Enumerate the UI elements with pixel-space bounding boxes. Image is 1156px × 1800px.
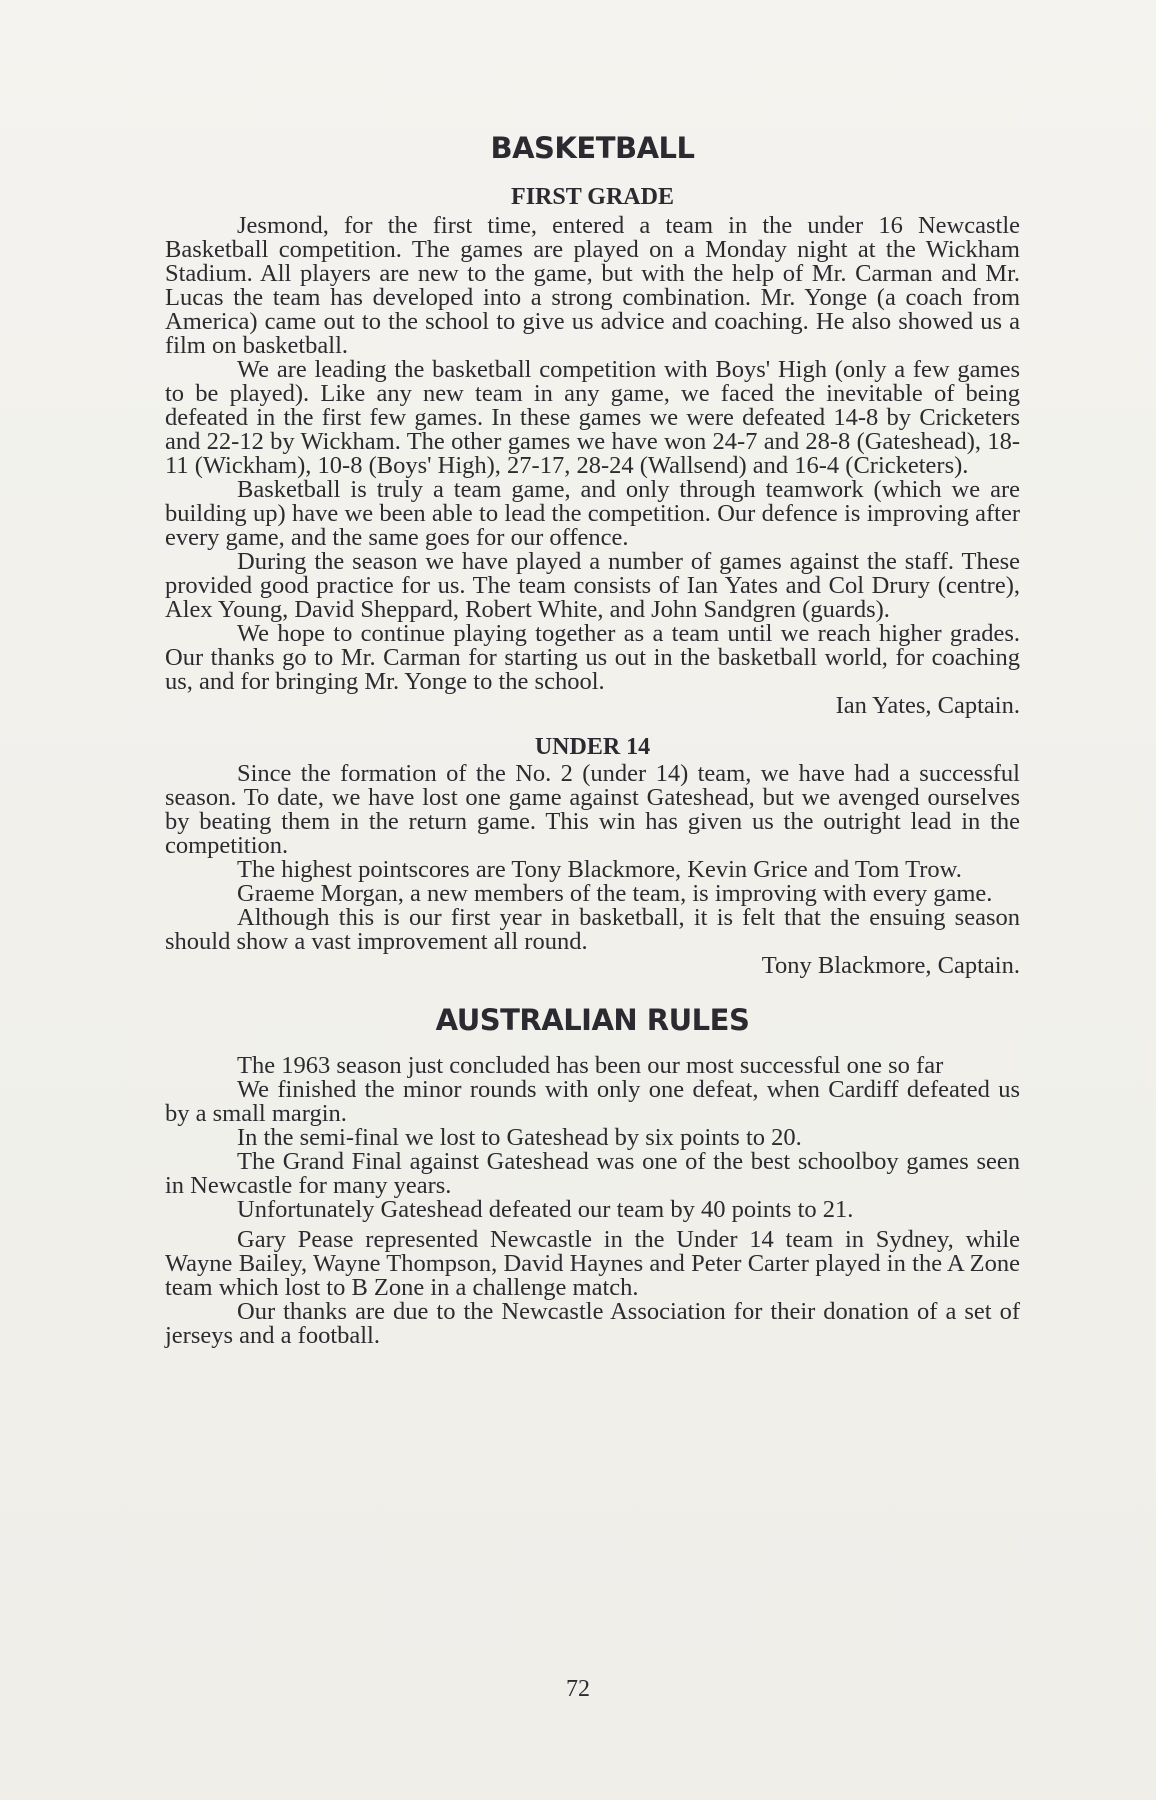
australian-rules-paragraph-5: Unfortunately Gateshead defeated our team by 40 points to 21. xyxy=(237,1196,854,1223)
first-grade-signature: Ian Yates, Captain. xyxy=(835,692,1020,719)
australian-rules-paragraph-3: In the semi-final we lost to Gateshead by six points to 20. xyxy=(237,1124,802,1151)
text-column xyxy=(165,128,1020,1348)
australian-rules-paragraph-1: The 1963 season just concluded has been our most successful one so far xyxy=(237,1052,944,1079)
under-14-paragraph-2: The highest pointscores are Tony Blackmore, Kevin Grice and Tom Trow. xyxy=(237,856,962,883)
under-14-signature: Tony Blackmore, Captain. xyxy=(761,952,1020,979)
under-14-paragraph-1: Since the formation of the No. 2 (under 14) team, we have had a successful season. To date, we have lost one game against Gateshead, but we avenged ourselves by beating them in the return game. This win has given us the outright lead in the competition. xyxy=(165,760,1020,859)
first-grade-paragraph-5: We hope to continue playing together as a team until we reach higher grades. Our thanks go to Mr. Carman for starting us out in the basketball world, for coaching us, and for bringing Mr. Yonge to the school. xyxy=(165,620,1020,695)
first-grade-paragraph-3: Basketball is truly a team game, and only through teamwork (which we are building up) have we been able to lead the competition. Our defence is improving after every game, and the same goes for our offence. xyxy=(165,476,1020,551)
under-14-paragraph-4: Although this is our first year in basketball, it is felt that the ensuing season should show a vast improvement all round. xyxy=(165,904,1020,955)
under-14-paragraph-3: Graeme Morgan, a new members of the team, is improving with every game. xyxy=(237,880,993,907)
australian-rules-paragraph-4: The Grand Final against Gateshead was one of the best schoolboy games seen in Newcastle for many years. xyxy=(165,1148,1020,1199)
first-grade-paragraph-1: Jesmond, for the first time, entered a team in the under 16 Newcastle Basketball competition. The games are played on a Monday night at the Wickham Stadium. All players are new to the game, but with the help of Mr. Carman and Mr. Lucas the team has developed into a strong combination. Mr. Yonge (a coach from America) came out to the school to give us advice and coaching. He also showed us a film on basketball. xyxy=(165,212,1020,359)
page-number: 72 xyxy=(566,1676,590,1702)
australian-rules-paragraph-6: Gary Pease represented Newcastle in the Under 14 team in Sydney, while Wayne Bailey, Wayne Thompson, David Haynes and Peter Carter played in the A Zone team which lost to B Zone in a challenge match. xyxy=(165,1226,1020,1301)
first-grade-paragraph-4: During the season we have played a number of games against the staff. These provided good practice for us. The team consists of Ian Yates and Col Drury (centre), Alex Young, David Sheppard, Robert White, and John Sandgren (guards). xyxy=(165,548,1020,623)
section-title-basketball: BASKETBALL xyxy=(490,131,695,165)
australian-rules-paragraph-2: We finished the minor rounds with only one defeat, when Cardiff defeated us by a small margin. xyxy=(165,1076,1020,1127)
first-grade-paragraph-2: We are leading the basketball competition with Boys' High (only a few games to be played). Like any new team in any game, we faced the inevitable of being defeated in the first few games. In these games we were defeated 14-8 by Cricketers and 22-12 by Wickham. The other games we have won 24-7 and 28-8 (Gateshead), 18-11 (Wickham), 10-8 (Boys' High), 27-17, 28-24 (Wallsend) and 16-4 (Cricketers). xyxy=(165,356,1020,479)
australian-rules-paragraph-7: Our thanks are due to the Newcastle Association for their donation of a set of jerseys and a football. xyxy=(165,1298,1020,1349)
section-title-australian-rules: AUSTRALIAN RULES xyxy=(435,1003,750,1037)
subheading-under-14: UNDER 14 xyxy=(534,734,651,760)
subheading-first-grade: FIRST GRADE xyxy=(511,184,674,210)
